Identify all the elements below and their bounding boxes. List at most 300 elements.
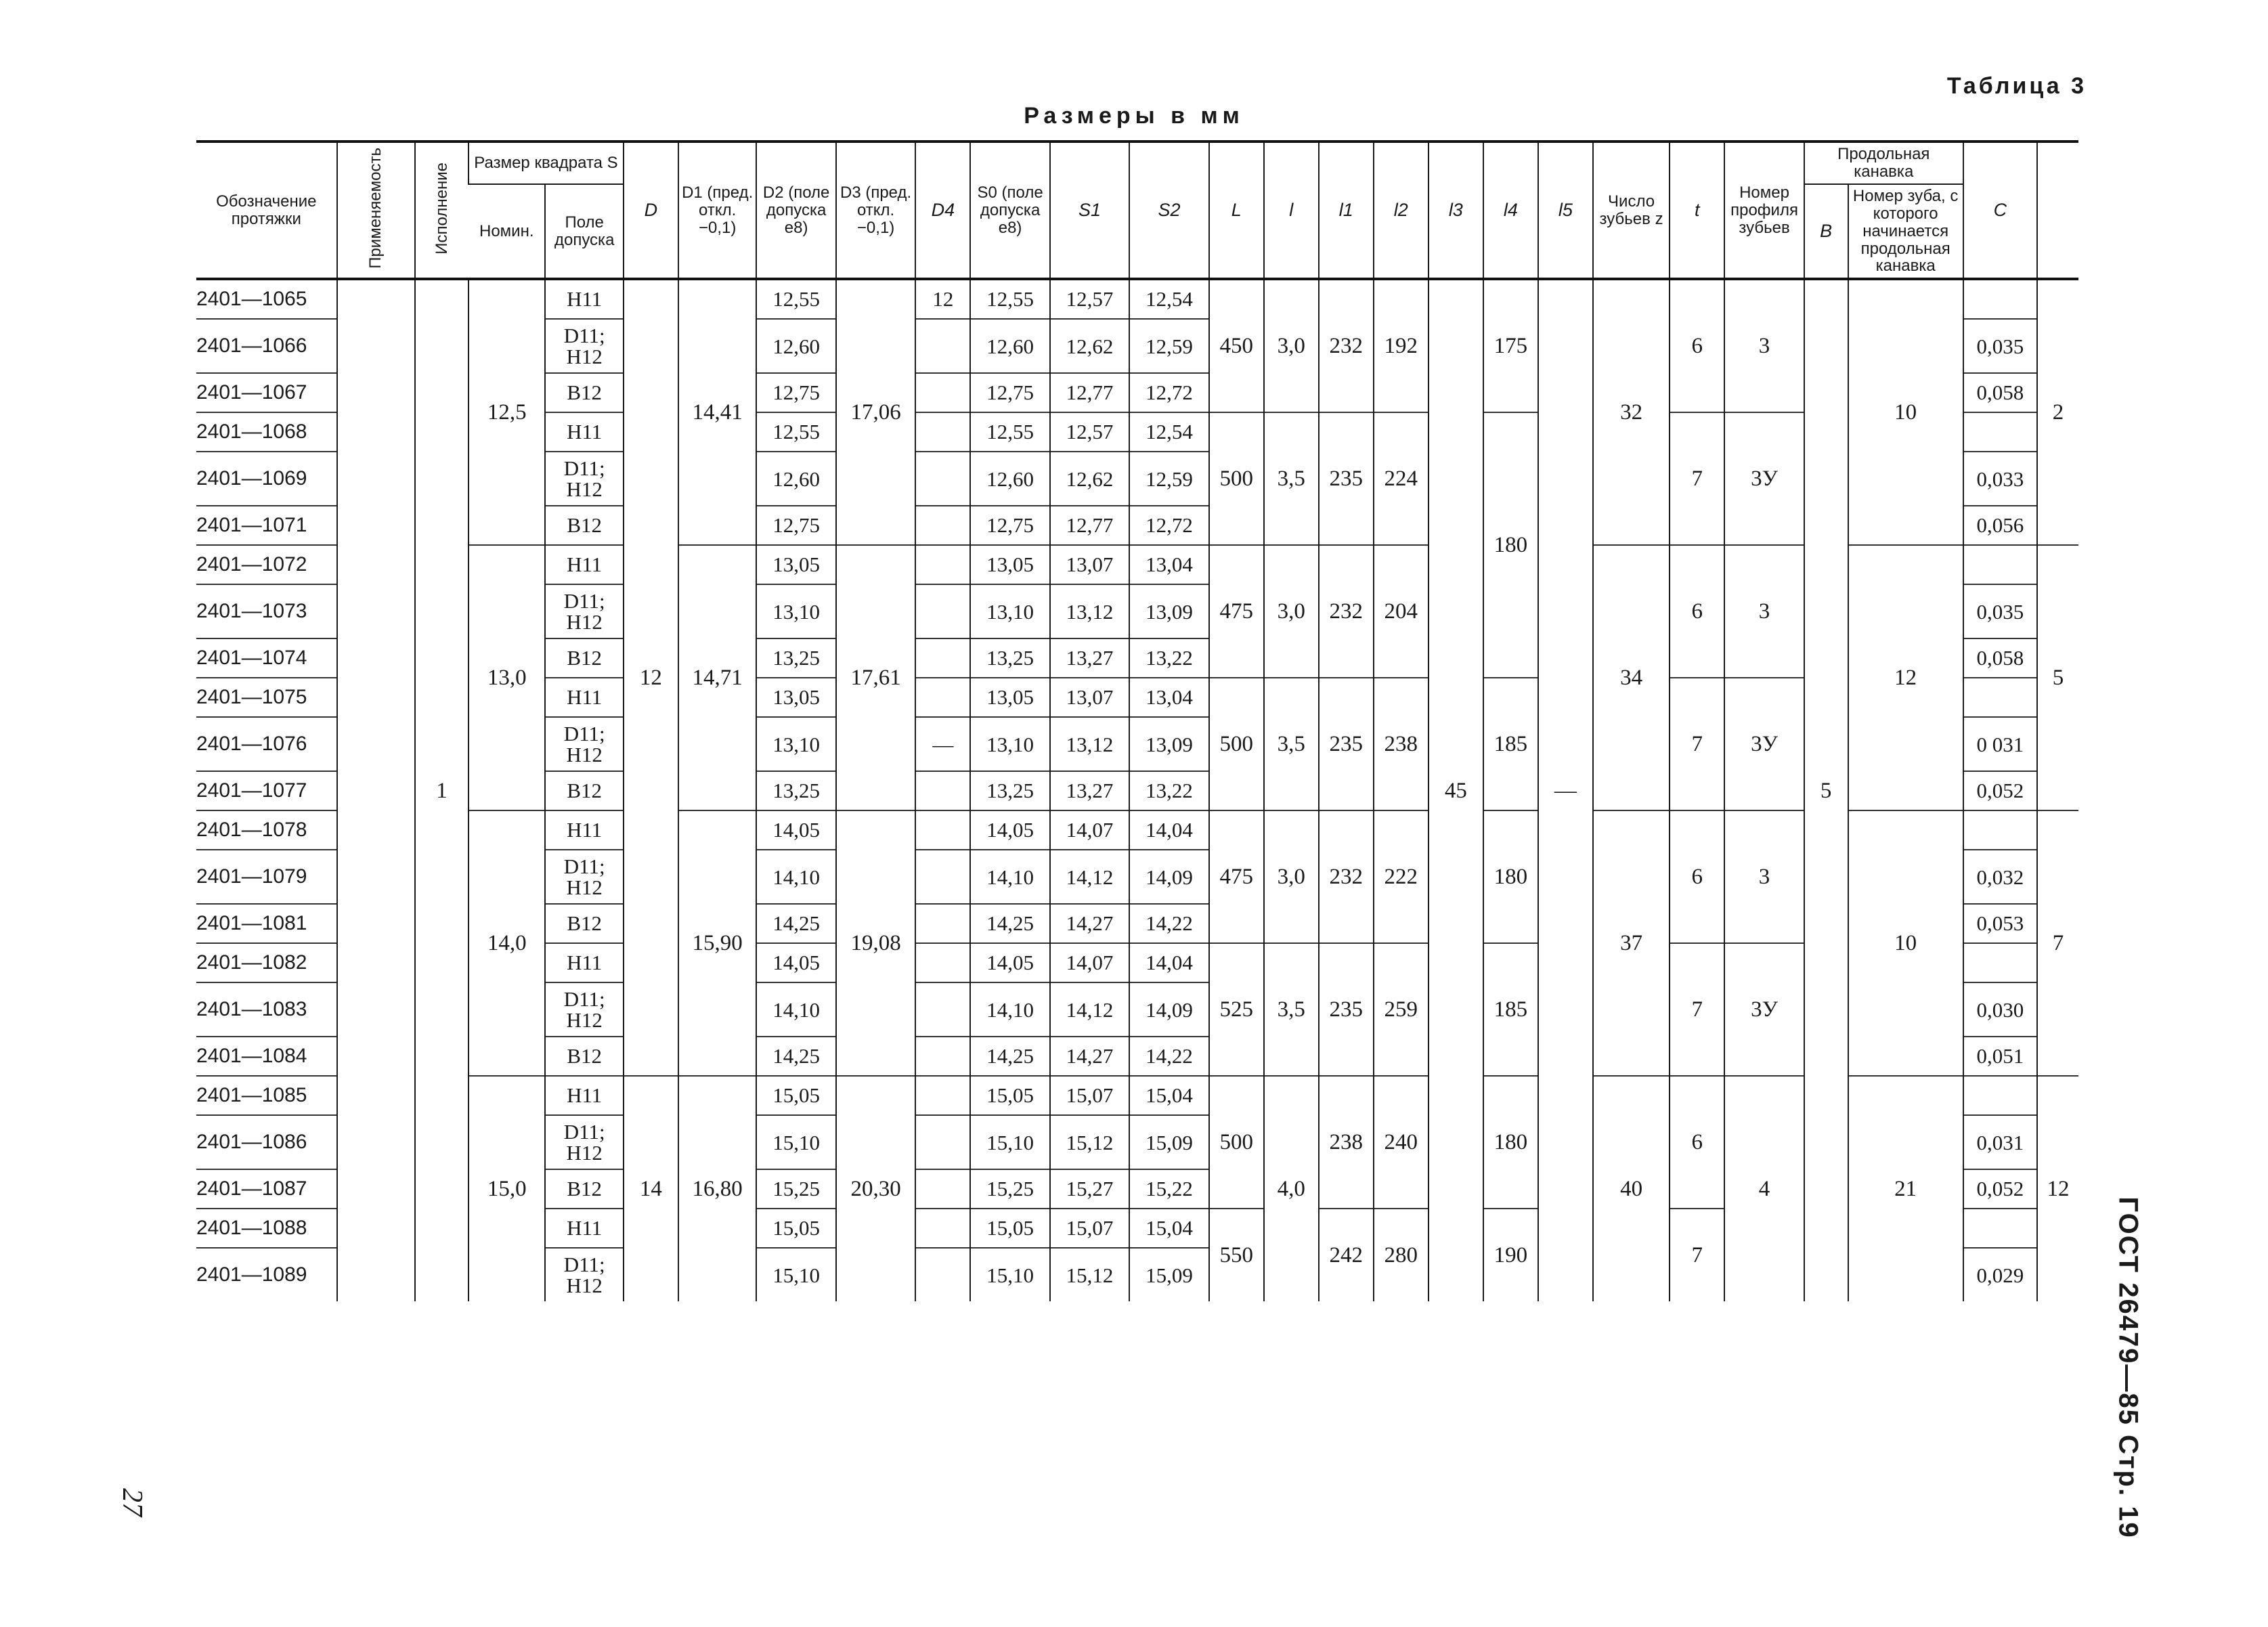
cell-S2: 14,22 bbox=[1129, 1037, 1208, 1076]
cell-D4: 12 bbox=[915, 279, 970, 319]
table-row bbox=[196, 1076, 2078, 1115]
cell-D4 bbox=[915, 943, 970, 982]
cell-code: 2401—1065 bbox=[196, 279, 337, 319]
cell-S2: 12,59 bbox=[1129, 452, 1208, 506]
col-header-nom: Номин. bbox=[468, 184, 545, 280]
cell-S0: 13,05 bbox=[970, 678, 1049, 717]
cell-L: 475 bbox=[1209, 545, 1264, 678]
cell-S2: 14,04 bbox=[1129, 810, 1208, 850]
cell-l2: 238 bbox=[1374, 678, 1429, 810]
col-header-S1: S1 bbox=[1050, 142, 1129, 279]
cell-prof: 3 bbox=[1724, 810, 1804, 943]
cell-C: 0,035 bbox=[1963, 584, 2037, 638]
col-header-l3: l3 bbox=[1429, 142, 1483, 279]
cell-L: 475 bbox=[1209, 810, 1264, 943]
cell-code: 2401—1078 bbox=[196, 810, 337, 850]
col-header-groove: Продольная канавка bbox=[1804, 142, 1963, 184]
cell-l1: 232 bbox=[1319, 279, 1374, 412]
cell-S1: 14,07 bbox=[1050, 943, 1129, 982]
cell-l2: 240 bbox=[1374, 1076, 1429, 1209]
cell-S0: 14,10 bbox=[970, 982, 1049, 1037]
cell-S1: 12,62 bbox=[1050, 452, 1129, 506]
page-number: 27 bbox=[116, 1488, 148, 1517]
cell-D4 bbox=[915, 452, 970, 506]
cell-S2: 13,04 bbox=[1129, 678, 1208, 717]
cell-S0: 14,05 bbox=[970, 810, 1049, 850]
cell-S0: 12,60 bbox=[970, 319, 1049, 373]
cell-C: 0,051 bbox=[1963, 1037, 2037, 1076]
cell-code: 2401—1083 bbox=[196, 982, 337, 1037]
cell-l1: 235 bbox=[1319, 678, 1374, 810]
cell-S1: 15,27 bbox=[1050, 1169, 1129, 1209]
cell-S1: 13,12 bbox=[1050, 717, 1129, 771]
cell-S2: 13,09 bbox=[1129, 584, 1208, 638]
cell-S1: 12,62 bbox=[1050, 319, 1129, 373]
cell-z: 37 bbox=[1593, 810, 1670, 1076]
cell-C: 0,053 bbox=[1963, 904, 2037, 943]
cell-S0: 12,75 bbox=[970, 373, 1049, 412]
table-caption: Таблица 3 bbox=[1946, 73, 2087, 99]
cell-S2: 12,54 bbox=[1129, 412, 1208, 452]
cell-S1: 12,77 bbox=[1050, 373, 1129, 412]
cell-S1: 13,07 bbox=[1050, 545, 1129, 584]
cell-D3: 17,61 bbox=[836, 545, 915, 810]
cell-S0: 15,25 bbox=[970, 1169, 1049, 1209]
cell-S2: 14,09 bbox=[1129, 982, 1208, 1037]
cell-S0: 12,60 bbox=[970, 452, 1049, 506]
cell-tol: D11; H12 bbox=[545, 319, 623, 373]
cell-code: 2401—1084 bbox=[196, 1037, 337, 1076]
cell-S1: 15,07 bbox=[1050, 1076, 1129, 1115]
cell-D2: 14,25 bbox=[756, 1037, 835, 1076]
cell-nom: 15,0 bbox=[468, 1076, 545, 1301]
cell-D2: 14,10 bbox=[756, 982, 835, 1037]
col-header-applicability: Применяемость bbox=[337, 142, 415, 279]
cell-l: 3,0 bbox=[1264, 279, 1319, 412]
cell-D2: 13,10 bbox=[756, 717, 835, 771]
cell-S0: 15,10 bbox=[970, 1248, 1049, 1301]
cell-D2: 15,05 bbox=[756, 1209, 835, 1248]
cell-t: 7 bbox=[1670, 943, 1724, 1076]
cell-l1: 238 bbox=[1319, 1076, 1374, 1209]
cell-D2: 12,60 bbox=[756, 319, 835, 373]
cell-S2: 15,04 bbox=[1129, 1209, 1208, 1248]
cell-S1: 12,57 bbox=[1050, 412, 1129, 452]
cell-last: 7 bbox=[2037, 810, 2078, 1076]
cell-D4 bbox=[915, 373, 970, 412]
cell-D4 bbox=[915, 506, 970, 545]
cell-S2: 14,22 bbox=[1129, 904, 1208, 943]
cell-l4: 185 bbox=[1483, 943, 1538, 1076]
cell-S2: 12,72 bbox=[1129, 373, 1208, 412]
cell-tol: H11 bbox=[545, 279, 623, 319]
col-header-start-tooth: Номер зуба, с которого начинается продольная канавка bbox=[1848, 184, 1963, 280]
cell-D4 bbox=[915, 1169, 970, 1209]
cell-S0: 15,05 bbox=[970, 1076, 1049, 1115]
cell-C: 0,031 bbox=[1963, 1115, 2037, 1169]
cell-D3: 19,08 bbox=[836, 810, 915, 1076]
cell-C: 0,029 bbox=[1963, 1248, 2037, 1301]
cell-prof: 3У bbox=[1724, 678, 1804, 810]
cell-S0: 14,25 bbox=[970, 1037, 1049, 1076]
cell-D4 bbox=[915, 982, 970, 1037]
cell-C: 0,058 bbox=[1963, 638, 2037, 678]
cell-prof: 3 bbox=[1724, 279, 1804, 412]
cell-D2: 13,05 bbox=[756, 545, 835, 584]
cell-code: 2401—1073 bbox=[196, 584, 337, 638]
cell-tol: D11; H12 bbox=[545, 584, 623, 638]
cell-code: 2401—1082 bbox=[196, 943, 337, 982]
col-header-last bbox=[2037, 142, 2078, 279]
cell-t: 7 bbox=[1670, 678, 1724, 810]
cell-z: 32 bbox=[1593, 279, 1670, 545]
col-header-D3: D3 (пред. откл. −0,1) bbox=[836, 142, 915, 279]
cell-code: 2401—1069 bbox=[196, 452, 337, 506]
cell-S0: 13,25 bbox=[970, 771, 1049, 810]
cell-C bbox=[1963, 810, 2037, 850]
cell-C bbox=[1963, 943, 2037, 982]
cell-S0: 13,05 bbox=[970, 545, 1049, 584]
cell-D2: 12,55 bbox=[756, 412, 835, 452]
cell-code: 2401—1075 bbox=[196, 678, 337, 717]
cell-D2: 15,05 bbox=[756, 1076, 835, 1115]
cell-D4 bbox=[915, 850, 970, 904]
col-header-S2: S2 bbox=[1129, 142, 1208, 279]
cell-D2: 13,10 bbox=[756, 584, 835, 638]
cell-D4: — bbox=[915, 717, 970, 771]
cell-D: 12 bbox=[624, 279, 678, 1076]
cell-D4 bbox=[915, 1076, 970, 1115]
cell-tol: H11 bbox=[545, 943, 623, 982]
cell-S1: 14,27 bbox=[1050, 1037, 1129, 1076]
cell-L: 550 bbox=[1209, 1209, 1264, 1301]
cell-D1: 15,90 bbox=[678, 810, 756, 1076]
cell-l1: 242 bbox=[1319, 1209, 1374, 1301]
cell-z: 40 bbox=[1593, 1076, 1670, 1301]
cell-t: 6 bbox=[1670, 279, 1724, 412]
cell-C: 0,052 bbox=[1963, 771, 2037, 810]
cell-st: 21 bbox=[1848, 1076, 1963, 1301]
cell-code: 2401—1087 bbox=[196, 1169, 337, 1209]
cell-D2: 13,25 bbox=[756, 638, 835, 678]
cell-D1: 14,41 bbox=[678, 279, 756, 545]
cell-S0: 12,75 bbox=[970, 506, 1049, 545]
cell-D4 bbox=[915, 771, 970, 810]
cell-l2: 280 bbox=[1374, 1209, 1429, 1301]
cell-l: 3,5 bbox=[1264, 943, 1319, 1076]
col-header-l2: l2 bbox=[1374, 142, 1429, 279]
cell-z: 34 bbox=[1593, 545, 1670, 810]
cell-nom: 13,0 bbox=[468, 545, 545, 810]
cell-tol: H11 bbox=[545, 545, 623, 584]
col-header-code: Обозначение протяжки bbox=[196, 142, 337, 279]
cell-S1: 14,12 bbox=[1050, 982, 1129, 1037]
cell-S0: 14,25 bbox=[970, 904, 1049, 943]
cell-S2: 14,09 bbox=[1129, 850, 1208, 904]
cell-S1: 12,77 bbox=[1050, 506, 1129, 545]
col-header-D: D bbox=[624, 142, 678, 279]
cell-t: 6 bbox=[1670, 1076, 1724, 1209]
cell-C: 0,032 bbox=[1963, 850, 2037, 904]
cell-isp: 1 bbox=[415, 279, 468, 1301]
cell-tol: B12 bbox=[545, 1169, 623, 1209]
cell-code: 2401—1076 bbox=[196, 717, 337, 771]
cell-code: 2401—1089 bbox=[196, 1248, 337, 1301]
cell-tol: D11; H12 bbox=[545, 1115, 623, 1169]
cell-last: 12 bbox=[2037, 1076, 2078, 1301]
cell-C bbox=[1963, 678, 2037, 717]
col-header-l5: l5 bbox=[1538, 142, 1593, 279]
cell-S2: 15,09 bbox=[1129, 1248, 1208, 1301]
cell-tol: D11; H12 bbox=[545, 452, 623, 506]
cell-l5: — bbox=[1538, 279, 1593, 1301]
cell-D4 bbox=[915, 1115, 970, 1169]
cell-L: 450 bbox=[1209, 279, 1264, 412]
cell-D4 bbox=[915, 904, 970, 943]
cell-C bbox=[1963, 545, 2037, 584]
cell-D2: 13,05 bbox=[756, 678, 835, 717]
col-header-profile: Номер профиля зубьев bbox=[1724, 142, 1804, 279]
cell-L: 500 bbox=[1209, 412, 1264, 545]
cell-D4 bbox=[915, 1037, 970, 1076]
cell-S0: 13,10 bbox=[970, 717, 1049, 771]
cell-l2: 204 bbox=[1374, 545, 1429, 678]
cell-tol: B12 bbox=[545, 1037, 623, 1076]
cell-D3: 17,06 bbox=[836, 279, 915, 545]
cell-S1: 14,27 bbox=[1050, 904, 1129, 943]
col-header-L: L bbox=[1209, 142, 1264, 279]
cell-C: 0,035 bbox=[1963, 319, 2037, 373]
col-header-D4: D4 bbox=[915, 142, 970, 279]
cell-tol: H11 bbox=[545, 1209, 623, 1248]
cell-S2: 13,09 bbox=[1129, 717, 1208, 771]
cell-l2: 259 bbox=[1374, 943, 1429, 1076]
cell-S1: 12,57 bbox=[1050, 279, 1129, 319]
cell-C: 0,030 bbox=[1963, 982, 2037, 1037]
cell-st: 12 bbox=[1848, 545, 1963, 810]
cell-code: 2401—1081 bbox=[196, 904, 337, 943]
cell-S2: 15,04 bbox=[1129, 1076, 1208, 1115]
cell-D3: 20,30 bbox=[836, 1076, 915, 1301]
cell-code: 2401—1074 bbox=[196, 638, 337, 678]
cell-S2: 12,72 bbox=[1129, 506, 1208, 545]
cell-code: 2401—1088 bbox=[196, 1209, 337, 1248]
cell-l1: 232 bbox=[1319, 545, 1374, 678]
cell-C: 0,052 bbox=[1963, 1169, 2037, 1209]
cell-C bbox=[1963, 1076, 2037, 1115]
cell-S1: 13,27 bbox=[1050, 638, 1129, 678]
cell-code: 2401—1066 bbox=[196, 319, 337, 373]
cell-D4 bbox=[915, 545, 970, 584]
cell-l1: 232 bbox=[1319, 810, 1374, 943]
cell-D4 bbox=[915, 638, 970, 678]
cell-l: 3,5 bbox=[1264, 412, 1319, 545]
cell-tol: B12 bbox=[545, 771, 623, 810]
cell-l4: 180 bbox=[1483, 810, 1538, 943]
cell-D1: 14,71 bbox=[678, 545, 756, 810]
cell-tol: B12 bbox=[545, 506, 623, 545]
col-header-D2: D2 (поле допуска e8) bbox=[756, 142, 835, 279]
cell-B: 5 bbox=[1804, 279, 1848, 1301]
cell-S0: 13,25 bbox=[970, 638, 1049, 678]
cell-L: 500 bbox=[1209, 678, 1264, 810]
cell-l2: 224 bbox=[1374, 412, 1429, 545]
cell-last: 5 bbox=[2037, 545, 2078, 810]
cell-l2: 192 bbox=[1374, 279, 1429, 412]
cell-S2: 13,04 bbox=[1129, 545, 1208, 584]
cell-S0: 14,05 bbox=[970, 943, 1049, 982]
cell-l4: 185 bbox=[1483, 678, 1538, 810]
cell-tol: H11 bbox=[545, 810, 623, 850]
cell-D2: 13,25 bbox=[756, 771, 835, 810]
col-header-l4: l4 bbox=[1483, 142, 1538, 279]
cell-t: 7 bbox=[1670, 1209, 1724, 1301]
cell-tol: H11 bbox=[545, 1076, 623, 1115]
cell-D4 bbox=[915, 1248, 970, 1301]
cell-S0: 12,55 bbox=[970, 279, 1049, 319]
col-header-execution: Исполнение bbox=[415, 142, 468, 279]
cell-S0: 13,10 bbox=[970, 584, 1049, 638]
col-header-C: C bbox=[1963, 142, 2037, 279]
cell-S1: 14,12 bbox=[1050, 850, 1129, 904]
cell-D2: 12,60 bbox=[756, 452, 835, 506]
cell-app bbox=[337, 279, 415, 1301]
table-row bbox=[196, 810, 2078, 850]
cell-D2: 14,05 bbox=[756, 810, 835, 850]
cell-S1: 15,07 bbox=[1050, 1209, 1129, 1248]
cell-S0: 15,05 bbox=[970, 1209, 1049, 1248]
cell-tol: H11 bbox=[545, 412, 623, 452]
cell-D4 bbox=[915, 412, 970, 452]
cell-S1: 13,27 bbox=[1050, 771, 1129, 810]
cell-S1: 15,12 bbox=[1050, 1115, 1129, 1169]
cell-S2: 13,22 bbox=[1129, 771, 1208, 810]
standard-side-label: ГОСТ 26479—85 Стр. 19 bbox=[2113, 1196, 2143, 1539]
cell-C bbox=[1963, 1209, 2037, 1248]
cell-D4 bbox=[915, 810, 970, 850]
col-header-l1: l1 bbox=[1319, 142, 1374, 279]
cell-D4 bbox=[915, 678, 970, 717]
cell-D2: 14,25 bbox=[756, 904, 835, 943]
cell-S0: 14,10 bbox=[970, 850, 1049, 904]
cell-C bbox=[1963, 279, 2037, 319]
cell-st: 10 bbox=[1848, 810, 1963, 1076]
cell-code: 2401—1077 bbox=[196, 771, 337, 810]
cell-C bbox=[1963, 412, 2037, 452]
cell-C: 0,033 bbox=[1963, 452, 2037, 506]
cell-t: 7 bbox=[1670, 412, 1724, 545]
cell-code: 2401—1079 bbox=[196, 850, 337, 904]
cell-code: 2401—1072 bbox=[196, 545, 337, 584]
cell-D2: 12,75 bbox=[756, 506, 835, 545]
table-row bbox=[196, 279, 2078, 319]
cell-l4: 190 bbox=[1483, 1209, 1538, 1301]
cell-l: 3,0 bbox=[1264, 545, 1319, 678]
cell-tol: D11; H12 bbox=[545, 1248, 623, 1301]
cell-l: 4,0 bbox=[1264, 1076, 1319, 1301]
cell-D4 bbox=[915, 584, 970, 638]
cell-prof: 3 bbox=[1724, 545, 1804, 678]
cell-S2: 15,09 bbox=[1129, 1115, 1208, 1169]
cell-S2: 12,54 bbox=[1129, 279, 1208, 319]
cell-D: 14 bbox=[624, 1076, 678, 1301]
cell-D4 bbox=[915, 319, 970, 373]
cell-tol: B12 bbox=[545, 904, 623, 943]
col-header-D1: D1 (пред. откл. −0,1) bbox=[678, 142, 756, 279]
cell-C: 0 031 bbox=[1963, 717, 2037, 771]
cell-prof: 3У bbox=[1724, 412, 1804, 545]
cell-tol: D11; H12 bbox=[545, 982, 623, 1037]
cell-D2: 15,10 bbox=[756, 1248, 835, 1301]
cell-D4 bbox=[915, 1209, 970, 1248]
cell-S0: 12,55 bbox=[970, 412, 1049, 452]
cell-tol: B12 bbox=[545, 373, 623, 412]
cell-last: 2 bbox=[2037, 279, 2078, 545]
cell-l1: 235 bbox=[1319, 412, 1374, 545]
cell-tol: D11; H12 bbox=[545, 717, 623, 771]
cell-l2: 222 bbox=[1374, 810, 1429, 943]
cell-S2: 14,04 bbox=[1129, 943, 1208, 982]
dimensions-table bbox=[196, 140, 2078, 1301]
table-row bbox=[196, 545, 2078, 584]
cell-t: 6 bbox=[1670, 810, 1724, 943]
cell-D2: 14,10 bbox=[756, 850, 835, 904]
col-header-S0: S0 (поле допуска e8) bbox=[970, 142, 1049, 279]
cell-nom: 12,5 bbox=[468, 279, 545, 545]
cell-code: 2401—1085 bbox=[196, 1076, 337, 1115]
cell-prof: 4 bbox=[1724, 1076, 1804, 1301]
cell-S2: 12,59 bbox=[1129, 319, 1208, 373]
cell-S2: 15,22 bbox=[1129, 1169, 1208, 1209]
col-header-z: Число зубьев z bbox=[1593, 142, 1670, 279]
cell-l: 3,0 bbox=[1264, 810, 1319, 943]
table-body bbox=[196, 279, 2078, 1301]
cell-tol: D11; H12 bbox=[545, 850, 623, 904]
cell-l4: 180 bbox=[1483, 1076, 1538, 1209]
cell-D2: 12,55 bbox=[756, 279, 835, 319]
cell-tol: H11 bbox=[545, 678, 623, 717]
col-header-square: Размер квадрата S bbox=[468, 142, 624, 184]
cell-l: 3,5 bbox=[1264, 678, 1319, 810]
cell-prof: 3У bbox=[1724, 943, 1804, 1076]
cell-code: 2401—1068 bbox=[196, 412, 337, 452]
col-header-t: t bbox=[1670, 142, 1724, 279]
cell-code: 2401—1071 bbox=[196, 506, 337, 545]
cell-tol: B12 bbox=[545, 638, 623, 678]
cell-t: 6 bbox=[1670, 545, 1724, 678]
cell-st: 10 bbox=[1848, 279, 1963, 545]
cell-l4: 180 bbox=[1483, 412, 1538, 678]
cell-D2: 14,05 bbox=[756, 943, 835, 982]
cell-code: 2401—1067 bbox=[196, 373, 337, 412]
cell-l4: 175 bbox=[1483, 279, 1538, 412]
cell-D2: 15,10 bbox=[756, 1115, 835, 1169]
cell-L: 500 bbox=[1209, 1076, 1264, 1209]
col-header-B: B bbox=[1804, 184, 1848, 280]
cell-D2: 15,25 bbox=[756, 1169, 835, 1209]
col-header-tol: Поле допуска bbox=[545, 184, 623, 280]
cell-S1: 14,07 bbox=[1050, 810, 1129, 850]
cell-C: 0,058 bbox=[1963, 373, 2037, 412]
cell-S2: 13,22 bbox=[1129, 638, 1208, 678]
cell-S1: 15,12 bbox=[1050, 1248, 1129, 1301]
cell-C: 0,056 bbox=[1963, 506, 2037, 545]
cell-nom: 14,0 bbox=[468, 810, 545, 1076]
cell-l1: 235 bbox=[1319, 943, 1374, 1076]
units-heading: Размеры в мм bbox=[1024, 103, 1244, 129]
cell-code: 2401—1086 bbox=[196, 1115, 337, 1169]
cell-D1: 16,80 bbox=[678, 1076, 756, 1301]
